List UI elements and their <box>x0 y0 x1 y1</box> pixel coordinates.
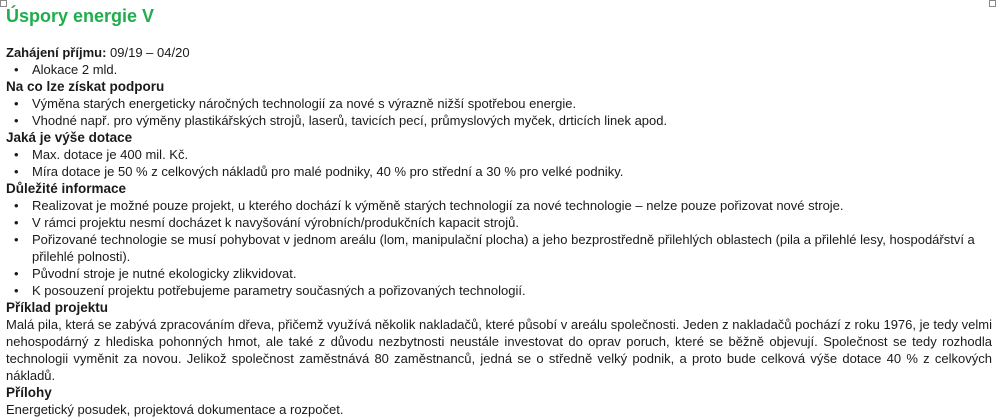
subsidy-list <box>6 146 992 180</box>
page-title: Úspory energie V <box>6 6 155 26</box>
list-item: • Míra dotace je 50 % z celkových nákladů pro malé podniky, 40 % pro střední a 30 % pro velké podniky. <box>32 163 992 180</box>
intake-label: Zahájení příjmu: <box>6 45 107 60</box>
list-item: • Alokace 2 mld. <box>32 61 992 78</box>
section-heading-example: Příklad projektu <box>6 300 109 315</box>
list-item: • V rámci projektu nesmí docházet k navyšování výrobních/produkčních kapacit strojů. <box>32 214 992 231</box>
section-heading-info: Důležité informace <box>6 181 127 196</box>
info-list <box>6 197 992 299</box>
intake-list <box>6 61 992 78</box>
list-item: • Max. dotace je 400 mil. Kč. <box>32 146 992 163</box>
document-body <box>6 4 992 418</box>
intake-line <box>6 44 992 61</box>
list-item: • Vhodné např. pro výměny plastikářských strojů, laserů, tavicích pecí, průmyslových myček, drticích linek apod. <box>32 112 992 129</box>
list-item: • Výměna starých energeticky náročných technologií za nové s výrazně nižší spotřebou energie. <box>32 95 992 112</box>
attachments-text: Energetický posudek, projektová dokumentace a rozpočet. <box>6 402 344 417</box>
section-heading-subsidy: Jaká je výše dotace <box>6 130 133 145</box>
list-item: • Původní stroje je nutné ekologicky zlikvidovat. <box>32 265 992 282</box>
section-heading-attachments: Přílohy <box>6 385 52 400</box>
support-list <box>6 95 992 129</box>
section-heading-support: Na co lze získat podporu <box>6 79 165 94</box>
example-paragraph: Malá pila, která se zabývá zpracováním dřeva, přičemž využívá několik nakladačů, které působí v areálu společnosti. Jeden z nakladačů pochází z roku 1976, je tedy velmi nehospodárný z hlediska pohonných hmot, ale také z důvodu nezbytnosti neustále investovat do oprav poruch, které se běžně objevují. Společnost se tedy rozhodla technologii vyměnit za novou. Jelikož společnost zaměstnává 80 zaměstnanců, jedná se o středně velký podnik, a proto bude celková výše dotace 40 % z celkových nákladů. <box>6 317 992 383</box>
intake-value: 09/19 – 04/20 <box>110 45 190 60</box>
list-item: • Realizovat je možné pouze projekt, u kterého dochází k výměně starých technologií za nové technologie – nelze pouze pořizovat nové stroje. <box>32 197 992 214</box>
list-item: • K posouzení projektu potřebujeme parametry současných a pořizovaných technologií. <box>32 282 992 299</box>
list-item: • Pořizované technologie se musí pohybovat v jednom areálu (lom, manipulační plocha) a jeho bezprostředně přilehlých oblastech (pila a přilehlé lesy, hospodářství a přilehlé polnosti). <box>32 231 992 265</box>
